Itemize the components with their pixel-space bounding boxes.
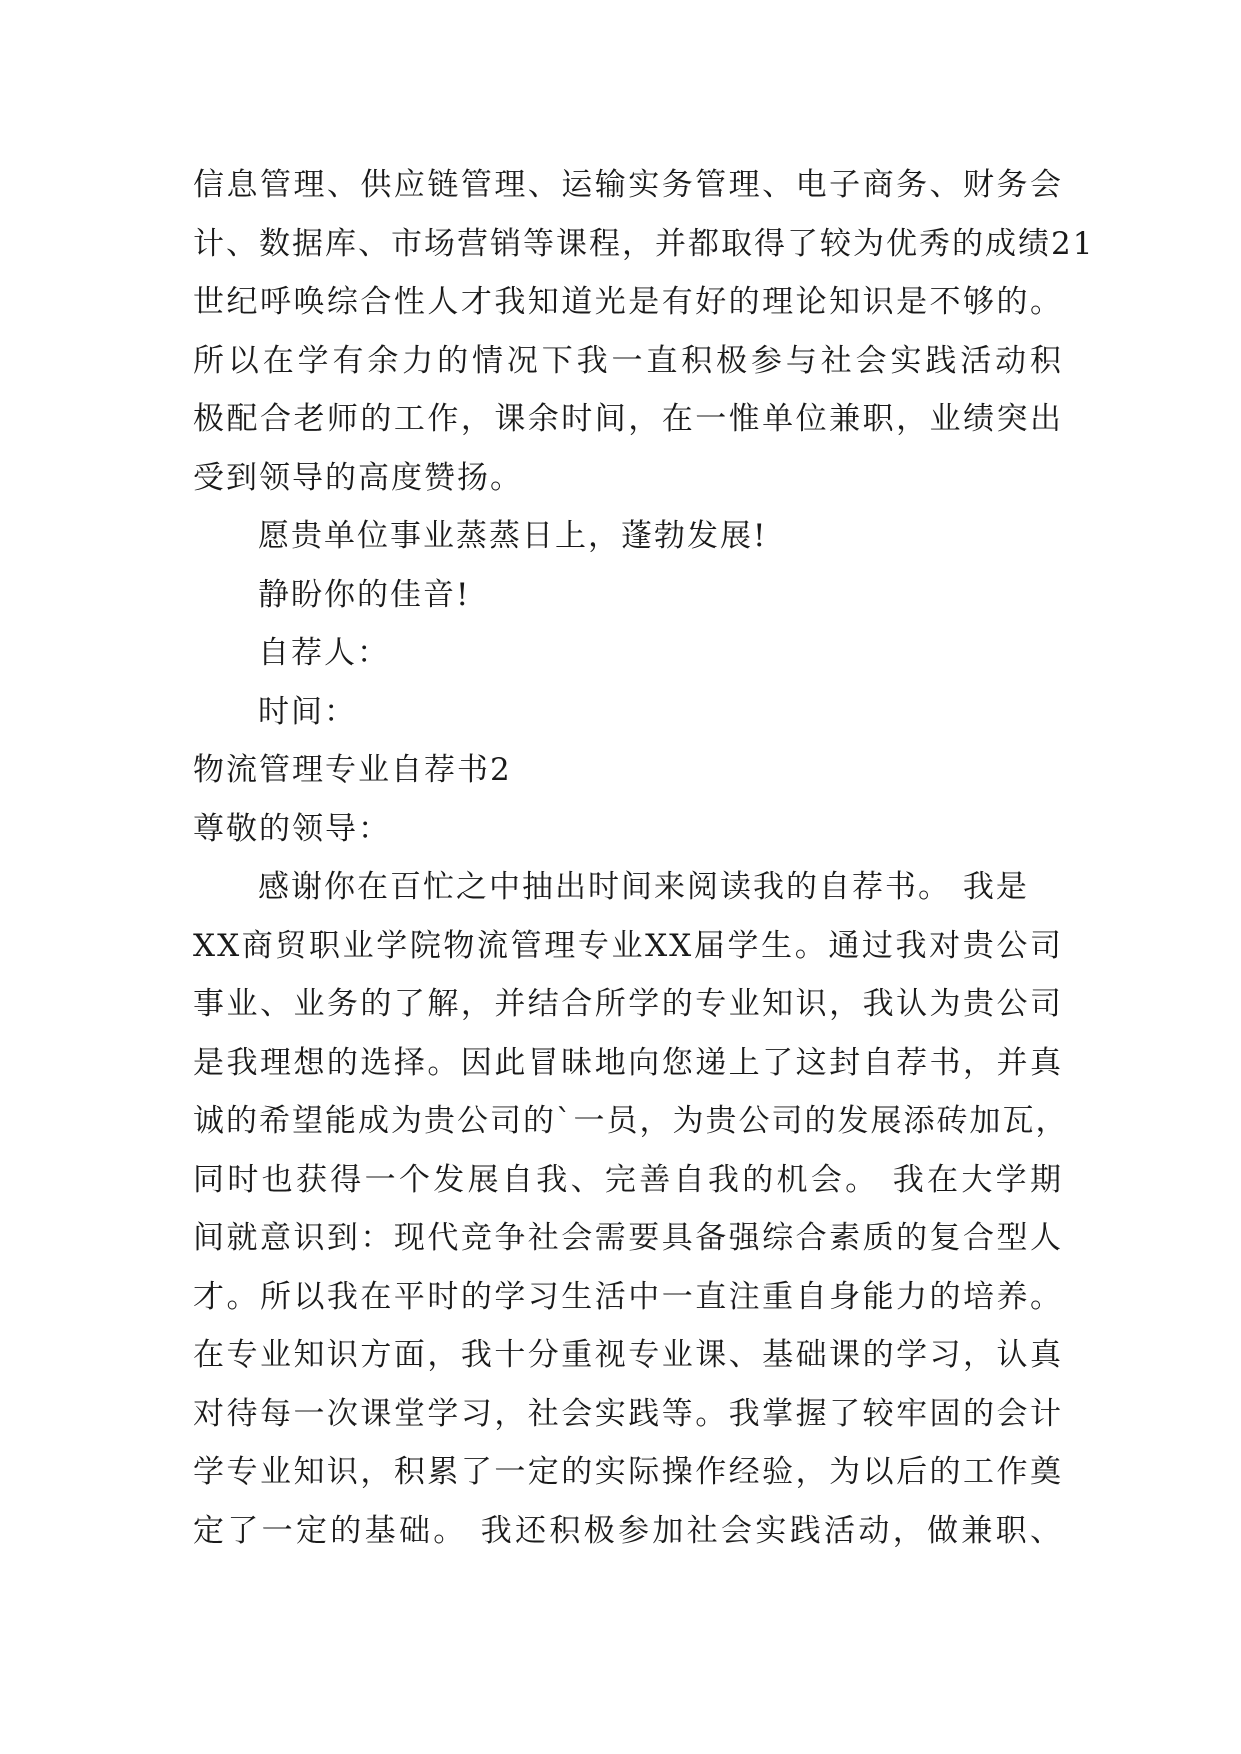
signature-label: 自荐人：: [258, 635, 390, 671]
text-line: 在专业知识方面，我十分重视专业课、基础课的学习，认真: [193, 1337, 1063, 1373]
salutation: 尊敬的领导：: [193, 811, 391, 847]
text-line: 才。所以我在平时的学习生活中一直注重自身能力的培养。: [193, 1279, 1063, 1315]
text-line: 感谢你在百忙之中抽出时间来阅读我的自荐书。 我是: [258, 869, 1029, 905]
closing-line: 静盼你的佳音!: [258, 577, 471, 613]
text-line: 所以在学有余力的情况下我一直积极参与社会实践活动积: [193, 343, 1063, 379]
text-line: 事业、业务的了解，并结合所学的专业知识，我认为贵公司: [193, 986, 1063, 1022]
text-line: 是我理想的选择。因此冒昧地向您递上了这封自荐书，并真: [193, 1045, 1063, 1081]
text-line: 定了一定的基础。 我还积极参加社会实践活动，做兼职、: [193, 1513, 1063, 1549]
text-line: XX商贸职业学院物流管理专业XX届学生。通过我对贵公司: [193, 928, 1063, 964]
date-label: 时间：: [258, 694, 357, 730]
closing-wish: 愿贵单位事业蒸蒸日上，蓬勃发展!: [258, 518, 768, 554]
text-line: 同时也获得一个发展自我、完善自我的机会。 我在大学期: [193, 1162, 1063, 1198]
text-line: 诚的希望能成为贵公司的`一员，为贵公司的发展添砖加瓦，: [193, 1103, 1069, 1139]
text-line: 对待每一次课堂学习，社会实践等。我掌握了较牢固的会计: [193, 1396, 1063, 1432]
text-line: 间就意识到：现代竞争社会需要具备强综合素质的复合型人: [193, 1220, 1063, 1256]
text-line: 世纪呼唤综合性人才我知道光是有好的理论知识是不够的。: [193, 284, 1063, 320]
text-line: 学专业知识，积累了一定的实际操作经验，为以后的工作奠: [193, 1454, 1063, 1490]
text-line: 受到领导的高度赞扬。: [193, 460, 523, 496]
text-line: 信息管理、供应链管理、运输实务管理、电子商务、财务会: [193, 167, 1063, 203]
section-title: 物流管理专业自荐书2: [193, 752, 512, 788]
text-line: 极配合老师的工作，课余时间，在一惟单位兼职，业绩突出: [193, 401, 1063, 437]
text-line: 计、数据库、市场营销等课程，并都取得了较为优秀的成绩21: [193, 226, 1095, 262]
